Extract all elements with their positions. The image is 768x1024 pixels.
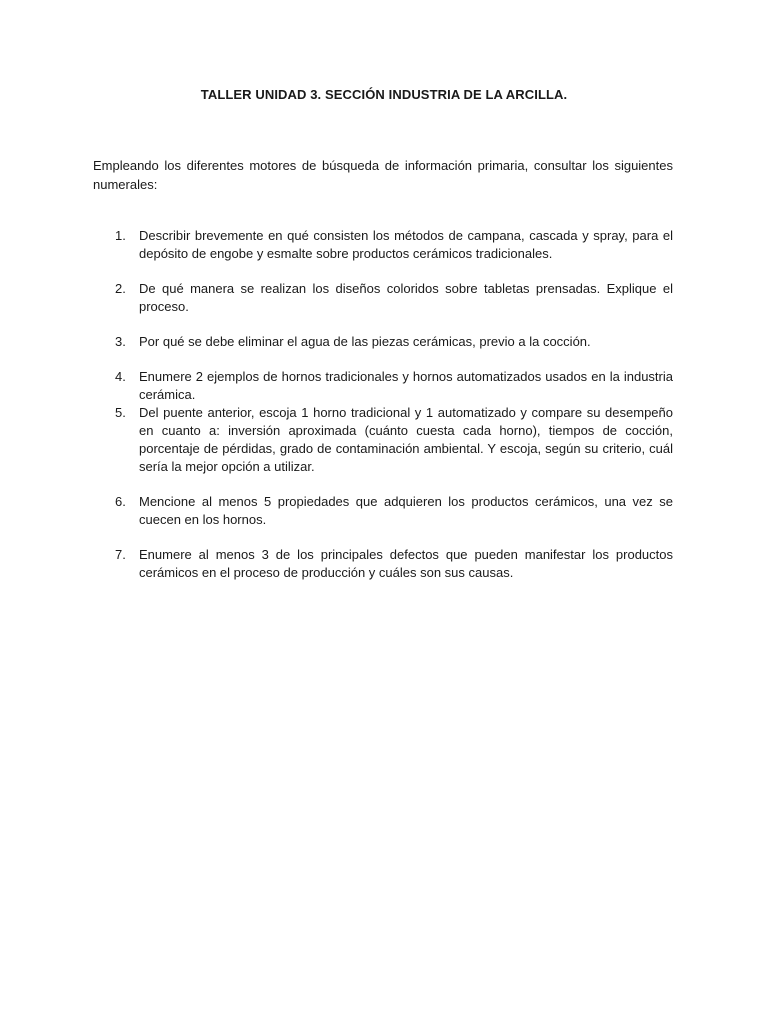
document-title: TALLER UNIDAD 3. SECCIÓN INDUSTRIA DE LA ARCILLA. bbox=[200, 87, 568, 102]
list-item-number: 2. bbox=[115, 281, 126, 296]
list-item-number: 1. bbox=[115, 228, 126, 243]
list-item-text: Enumere 2 ejemplos de hornos tradicionales y hornos automatizados usados en la industria cerámica. bbox=[139, 369, 673, 402]
list-item-number: 5. bbox=[115, 405, 126, 420]
list-item-number: 7. bbox=[115, 547, 126, 562]
list-item-text: Describir brevemente en qué consisten los métodos de campana, cascada y spray, para el depósito de engobe y esmalte sobre productos cerámicos tradicionales. bbox=[139, 228, 673, 261]
numbered-list bbox=[93, 227, 673, 582]
list-item-text: Mencione al menos 5 propiedades que adquieren los productos cerámicos, una vez se cuecen en los hornos. bbox=[139, 494, 673, 527]
list-item bbox=[93, 404, 673, 476]
list-item-number: 3. bbox=[115, 334, 126, 349]
list-item-text: Del puente anterior, escoja 1 horno tradicional y 1 automatizado y compare su desempeño en cuanto a: inversión aproximada (cuánto cuesta cada horno), tiempos de cocción, porcentaje de pérdidas, grado de contaminación ambiental. Y escoja, según su criterio, cuál sería la mejor opción a utilizar. bbox=[139, 405, 673, 474]
list-item-text: Enumere al menos 3 de los principales defectos que pueden manifestar los productos cerámicos en el proceso de producción y cuáles son sus causas. bbox=[139, 547, 673, 580]
list-item bbox=[93, 333, 673, 351]
list-item-text: De qué manera se realizan los diseños coloridos sobre tabletas prensadas. Explique el proceso. bbox=[139, 281, 673, 314]
intro-paragraph: Empleando los diferentes motores de búsqueda de información primaria, consultar los siguientes numerales: bbox=[93, 158, 673, 192]
list-item-number: 4. bbox=[115, 369, 126, 384]
list-item bbox=[93, 368, 673, 404]
list-item-number: 6. bbox=[115, 494, 126, 509]
list-item bbox=[93, 493, 673, 529]
list-item bbox=[93, 227, 673, 263]
list-item bbox=[93, 546, 673, 582]
list-item-text: Por qué se debe eliminar el agua de las piezas cerámicas, previo a la cocción. bbox=[139, 334, 591, 349]
list-item bbox=[93, 280, 673, 316]
